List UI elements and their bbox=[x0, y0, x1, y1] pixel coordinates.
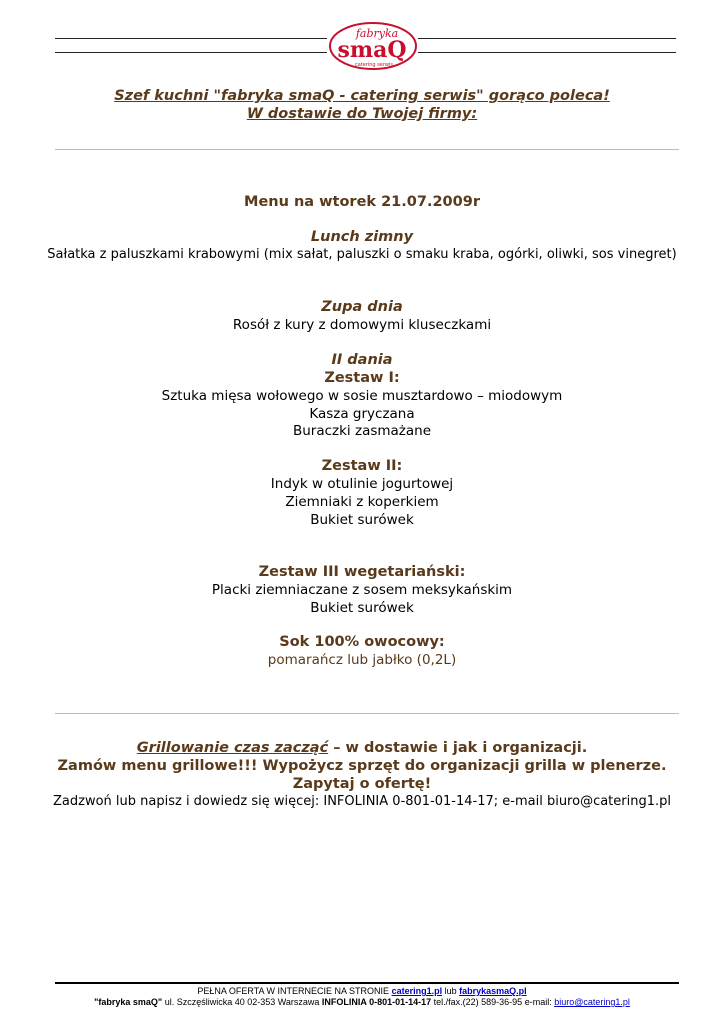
footer-address: ul. Szczęśliwicka 40 02-353 Warszawa bbox=[162, 997, 322, 1007]
set1-item: Kasza gryczana bbox=[309, 406, 415, 422]
lunch-heading: Lunch zimny bbox=[310, 229, 414, 245]
logo-top-word: fabryka bbox=[355, 27, 399, 40]
footer-or-text: lub bbox=[442, 986, 460, 996]
promo-line-1 bbox=[0, 739, 724, 757]
promo-line-1-rest: – w dostawie i jak i organizacji. bbox=[328, 740, 588, 756]
set3-item: Bukiet surówek bbox=[310, 600, 414, 616]
footer-rule bbox=[55, 982, 679, 984]
promo-line-4: Zadzwoń lub napisz i dowiedz się więcej: INFOLINIA 0-801-01-14-17; e-mail biuro@catering1.pl bbox=[53, 794, 671, 809]
set2-label: Zestaw II: bbox=[321, 458, 403, 474]
header-rule-right-bottom bbox=[418, 52, 676, 53]
soup-item: Rosół z kury z domowymi kluseczkami bbox=[232, 317, 492, 333]
menu-title: Menu na wtorek 21.07.2009r bbox=[244, 194, 480, 210]
footer-brand: "fabryka smaQ" bbox=[94, 997, 163, 1007]
header-rule-left-bottom bbox=[55, 52, 327, 53]
juice-label: Sok 100% owocowy: bbox=[279, 634, 445, 650]
fabryka-smaq-logo bbox=[328, 20, 418, 72]
footer-offer-text: PEŁNA OFERTA W INTERNECIE NA STRONIE bbox=[197, 986, 392, 996]
divider-top bbox=[55, 149, 679, 150]
set2-item: Indyk w otulinie jogurtowej bbox=[270, 476, 454, 492]
intro-line-2: W dostawie do Twojej firmy: bbox=[246, 106, 478, 122]
set2-item: Bukiet surówek bbox=[310, 512, 414, 528]
footer-line-2 bbox=[0, 996, 724, 1008]
footer-link-catering1[interactable]: catering1.pl bbox=[391, 986, 443, 996]
header-rule-left-top bbox=[55, 38, 327, 39]
set2-item: Ziemniaki z koperkiem bbox=[285, 494, 439, 510]
footer-telfax: tel./fax.(22) 589-36-95 e-mail: bbox=[431, 997, 555, 1007]
lunch-item: Sałatka z paluszkami krabowymi (mix sałat, paluszki o smaku kraba, ogórki, oliwki, sos vinegret) bbox=[47, 247, 677, 262]
promo-line-3: Zapytaj o ofertę! bbox=[292, 776, 432, 792]
set1-item: Buraczki zasmażane bbox=[292, 423, 432, 439]
logo-main-word: smaQ bbox=[337, 37, 407, 63]
soup-heading: Zupa dnia bbox=[321, 299, 403, 315]
promo-headline: Grillowanie czas zacząć bbox=[136, 740, 329, 756]
set1-item: Sztuka mięsa wołowego w sosie musztardowo – miodowym bbox=[161, 388, 563, 404]
mains-heading: II dania bbox=[331, 352, 393, 368]
footer-email-link[interactable]: biuro@catering1.pl bbox=[554, 997, 630, 1007]
footer-link-fabrykasmaq[interactable]: fabrykasmaQ.pl bbox=[459, 986, 527, 996]
logo-bottom-word: catering serwis bbox=[354, 62, 394, 68]
header-rule-right-top bbox=[418, 38, 676, 39]
set3-label: Zestaw III wegetariański: bbox=[258, 564, 466, 580]
intro-line-1: Szef kuchni "fabryka smaQ - catering serwis" gorąco poleca! bbox=[114, 88, 610, 104]
divider-bottom bbox=[55, 713, 679, 714]
set3-item: Placki ziemniaczane z sosem meksykańskim bbox=[211, 582, 513, 598]
footer-infolinia: INFOLINIA 0-801-01-14-17 bbox=[321, 997, 432, 1007]
set1-label: Zestaw I: bbox=[324, 370, 400, 386]
juice-item: pomarańcz lub jabłko (0,2L) bbox=[267, 652, 457, 668]
promo-line-2: Zamów menu grillowe!!! Wypożycz sprzęt do organizacji grilla w plenerze. bbox=[57, 758, 667, 774]
